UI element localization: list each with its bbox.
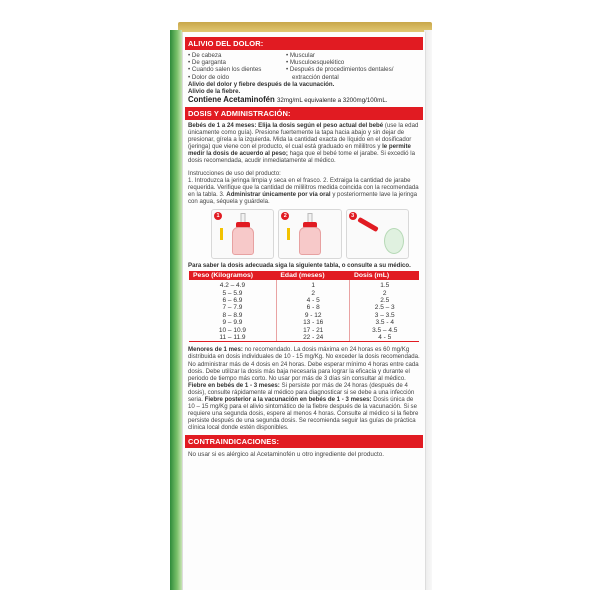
weight-cell: 6 – 6.9 [189, 297, 276, 304]
usage-steps [211, 209, 409, 259]
arrow-down-icon [220, 228, 223, 240]
active-ingredient [185, 95, 423, 105]
fever-line: Alivio de la fiebre. [188, 87, 241, 95]
bottle-icon [232, 227, 254, 255]
postvac-text: Dosis única de 10 – 15 mg/Kg para el alivio sintomático de la fiebre después de la vacunación. Si se requiere una segunda dosis, espere al menos 4 horas. Consulte al médico si la fiebre persiste después de una segunda dosis. Se recomienda seguir las guías de práctica clínica local donde estén disponibles. [188, 396, 419, 432]
instructions-title: Instrucciones de uso del producto: [188, 169, 281, 177]
table-row [189, 280, 419, 289]
col-weight-header: Peso (Kilogramos) [189, 271, 276, 280]
age-cell: 2 [276, 290, 350, 297]
dosage-header: DOSIS Y ADMINISTRACIÓN: [185, 107, 423, 120]
step-number: 3 [349, 212, 357, 220]
instructions-paragraph [185, 170, 423, 205]
infants-text: (use la edad únicamente como guía). Presione fuertemente la tapa hacia abajo y sin dejar de presionar, gírela a la izquierda. Mida la cantidad exacta de líquido en el dosificador (jeringa) que viene con el producto, el cual está graduado en mililitros y [188, 122, 419, 151]
fever13-text: Si persiste por más de 24 horas (después de 4 dosis), consulte rápidamente al médico para diagnosticar si se debe a una infección seria. [188, 381, 415, 404]
pain-item: • De garganta [188, 59, 226, 67]
pain-item: • Cuando salen los dientes [188, 66, 262, 74]
age-cell: 6 - 8 [276, 304, 350, 311]
step-3-image [346, 209, 409, 259]
infants-text-end: haga que el bebé tome el jarabe. Si excedió la dosis recomendada, acudir inmediatamente al médico. [188, 150, 415, 165]
dosage-table [189, 271, 419, 341]
fever-vaccine-line: Alivio del dolor y fiebre después de la vacunación. [188, 80, 335, 88]
under1-text: no recomendado. La dosis máxima en 24 horas es 60 mg/Kg distribuida en dosis individuales de 10 - 15 mg/Kg. No exceder la dosis recomendada. No administrar más de 4 dosis en 24 horas. Debe esperar mínimo 4 horas entre cada dosis. Debe utilizar la dosis más baja necesaria para lograr la eficacia y durante el periodo de tiempo más corto. No usar por más de 3 días sin consultar al médico. [188, 346, 420, 382]
weight-cell: 5 – 5.9 [189, 290, 276, 297]
table-row [189, 319, 419, 326]
contraindications-header: CONTRAINDICACIONES: [185, 435, 423, 448]
pain-item: • De cabeza [188, 52, 222, 59]
step-1-image [211, 209, 274, 259]
step-number: 1 [214, 212, 222, 220]
table-row [189, 312, 419, 319]
infants-label: Bebés de 1 a 24 meses: [188, 122, 257, 129]
step-2-image [278, 209, 341, 259]
instructions-text-end: y posteriormente lave la jeringa con agua, séquela y guárdela. [188, 190, 417, 205]
ingredient-name: Contiene Acetaminofén [188, 95, 275, 104]
dose-cell: 4 - 5 [378, 333, 392, 341]
weight-cell: 11 – 11.9 [189, 334, 276, 341]
pain-item: • Muscular [286, 52, 315, 59]
dosage-table-body [189, 280, 419, 341]
table-intro: Para saber la dosis adecuada siga la siguiente tabla, o consulte a su médico. [188, 262, 411, 270]
table-row [189, 304, 419, 311]
infants-instruction: Elija la dosis según el peso actual del bebé [258, 122, 384, 129]
under1-paragraph [185, 346, 423, 431]
pain-item: • Después de procedimientos dentales/ [286, 66, 394, 74]
dose-cell: 3.5 - 4 [375, 319, 394, 327]
ingredient-concentration: 32mg/mL equivalente a 3200mg/100mL. [276, 97, 388, 104]
pain-item: • Musculoesquelético [286, 59, 345, 67]
col-age-header: Edad (meses) [276, 271, 350, 280]
contraindications-text: No usar si es alérgico al Acetaminofén u otro ingrediente del producto. [188, 450, 385, 458]
age-cell: 22 - 24 [276, 334, 350, 341]
baby-face-icon [384, 228, 404, 254]
weight-cell: 7 – 7.9 [189, 304, 276, 311]
infants-paragraph [185, 122, 423, 165]
arrow-up-icon [287, 228, 290, 240]
fever13-label: Fiebre en bebés de 1 - 3 meses: [188, 381, 280, 389]
weight-cell: 8 – 8.9 [189, 312, 276, 319]
pain-item: • Dolor de oído [188, 73, 230, 81]
pain-item: extracción dental [292, 73, 339, 81]
dose-cell: 1.5 [380, 282, 390, 290]
oral-only: Administrar únicamente por vía oral [226, 190, 331, 198]
infants-measure: le permite medir la dosis de acuerdo al peso; [188, 143, 411, 158]
instructions-text: 1. Introduzca la jeringa limpia y seca en el frasco. 2. Extraiga la cantidad de jarabe requerida. Verifique que la cantidad de mililitros medida coincida con la recomendada en la tabla. 3. [188, 176, 419, 198]
dose-cell: 2 [382, 289, 387, 297]
weight-cell: 9 – 9.9 [189, 319, 276, 326]
table-row [189, 334, 419, 341]
weight-cell: 4.2 – 4.9 [189, 280, 276, 289]
age-cell: 4 - 5 [276, 297, 350, 304]
age-cell: 17 - 21 [276, 327, 350, 334]
syringe-icon [357, 217, 379, 232]
age-cell: 1 [276, 280, 350, 289]
dose-cell: 2.5 [380, 296, 390, 304]
package-panel [182, 32, 426, 590]
under1-label: Menores de 1 mes: [188, 346, 243, 354]
step-number: 2 [281, 212, 289, 220]
dose-cell: 3 – 3.5 [374, 311, 395, 319]
bottle-icon [299, 227, 321, 255]
pain-list [185, 50, 423, 81]
col-dose-header: Dosis (mL) [350, 271, 419, 280]
dosage-table-wrap [189, 271, 419, 342]
postvac-label: Fiebre posterior a la vacunación en bebés de 1 - 3 meses: [204, 396, 372, 404]
weight-cell: 10 – 10.9 [189, 327, 276, 334]
age-cell: 9 - 12 [276, 312, 350, 319]
dose-cell: 2.5 – 3 [374, 304, 395, 312]
dose-cell: 3.5 – 4.5 [372, 326, 398, 334]
table-row [189, 290, 419, 297]
table-row [189, 297, 419, 304]
box-side-green [170, 30, 182, 590]
table-row [189, 327, 419, 334]
pain-relief-header: ALIVIO DEL DOLOR: [185, 37, 423, 50]
age-cell: 13 - 16 [276, 319, 350, 326]
